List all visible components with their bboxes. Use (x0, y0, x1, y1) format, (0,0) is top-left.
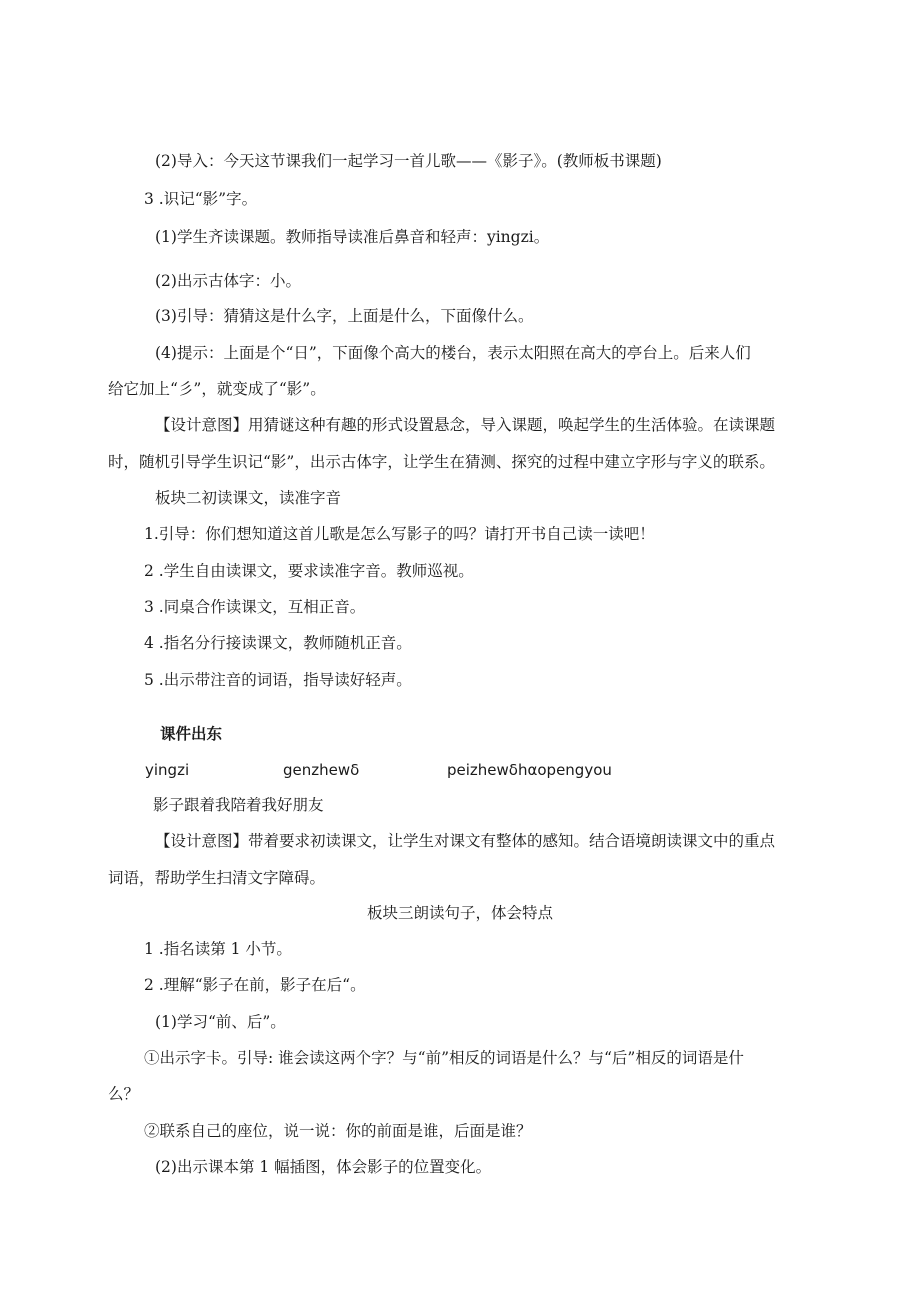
pinyin-word: yingzi (145, 761, 190, 779)
list-item: 4 .指名分行接读课文，教师随机正音。 (144, 634, 412, 652)
paragraph: (2)出示课本第 1 幅插图，体会影子的位置变化。 (155, 1158, 492, 1176)
step-heading: 3 .识记“影”字。 (144, 190, 258, 208)
list-item: 3 .同桌合作读课文，互相正音。 (144, 598, 366, 616)
design-intent: 【设计意图】用猜谜这种有趣的形式设置悬念，导入课题，唤起学生的生活体验。在读课题 (155, 416, 776, 434)
paragraph: ②联系自己的座位，说一说：你的前面是谁，后面是谁？ (144, 1122, 532, 1140)
list-item: 2 .理解“影子在前，影子在后“。 (144, 976, 366, 994)
pinyin-word: peizhewδhαopengyou (447, 761, 612, 779)
paragraph: (2)出示古体字：小。 (155, 272, 301, 290)
design-intent: 时，随机引导学生识记“影”，出示古体字，让学生在猜测、探究的过程中建立字形与字义的联系。 (108, 453, 775, 471)
paragraph: (4)提示：上面是个“日”，下面像个高大的楼台，表示太阳照在高大的亭台上。后来人们 (155, 344, 751, 362)
section-heading: 板块三朗读句子，体会特点 (366, 904, 553, 922)
paragraph: (2)导入：今天这节课我们一起学习一首儿歌——《影子》。(教师板书课题) (155, 152, 662, 170)
courseware-label: 课件出东 (160, 725, 223, 743)
design-intent: 词语，帮助学生扫清文字障碍。 (108, 869, 326, 887)
list-item: 2 .学生自由读课文，要求读准字音。教师巡视。 (144, 562, 474, 580)
section-heading: 板块二初读课文，读准字音 (155, 489, 342, 507)
paragraph: (3)引导：猜猜这是什么字，上面是什么，下面像什么。 (155, 307, 534, 325)
word-line: 影子跟着我陪着我好朋友 (153, 796, 324, 814)
design-intent: 【设计意图】带着要求初读课文，让学生对课文有整体的感知。结合语境朗读课文中的重点 (155, 832, 776, 850)
list-item: 1.引导：你们想知道这首儿歌是怎么写影子的吗？请打开书自己读一读吧！ (144, 525, 655, 543)
pinyin-word: genzhewδ (283, 761, 360, 779)
paragraph: ①出示字卡。引导: 谁会读这两个字？与“前”相反的词语是什么？与“后”相反的词语是什 (144, 1049, 744, 1067)
list-item: 5 .出示带注音的词语，指导读好轻声。 (144, 671, 412, 689)
paragraph: 给它加上“彡”，就变成了“影”。 (108, 380, 326, 398)
paragraph: (1)学习“前、后”。 (155, 1013, 286, 1031)
list-item: 1 .指名读第 1 小节。 (144, 940, 292, 958)
paragraph: 么？ (108, 1085, 140, 1103)
paragraph: (1)学生齐读课题。教师指导读准后鼻音和轻声：yingzi。 (155, 228, 550, 246)
